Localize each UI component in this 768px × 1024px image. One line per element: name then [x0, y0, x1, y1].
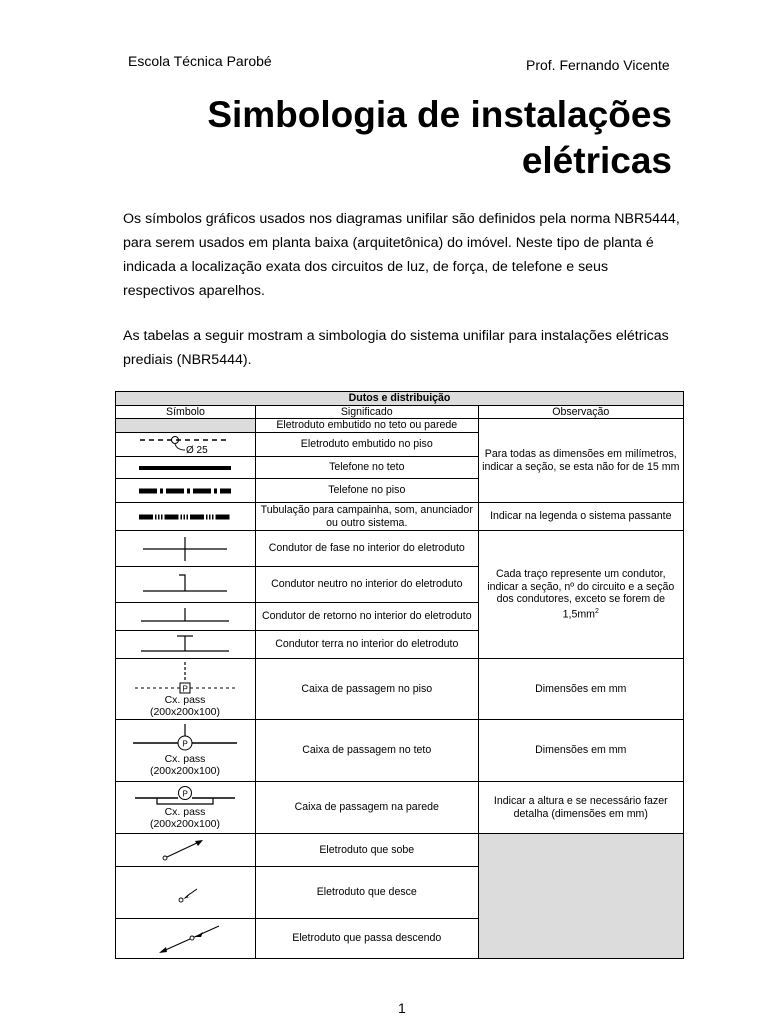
- dashed-ticks-line-symbol: [135, 512, 235, 522]
- note-cell-dimensions: Para todas as dimensões em milímetros, indicar a seção, se esta não for de 15 mm: [478, 419, 683, 503]
- symbol-cell: [116, 603, 256, 631]
- table-intro-paragraph: As tabelas a seguir mostram a simbologia do sistema unifilar para instalações elétricas prediais (NBR5444).: [123, 328, 669, 368]
- wall-box-label: Cx. pass: [165, 805, 206, 818]
- meaning-cell: Eletroduto embutido no piso: [255, 433, 478, 457]
- thick-dashed-line-symbol: [135, 486, 235, 496]
- meaning-cell: Telefone no piso: [255, 479, 478, 503]
- table-row: [116, 782, 684, 834]
- symbol-cell: [116, 433, 256, 457]
- conductors-note-text: Cada traço represente um condutor, indicar a seção, nº do circuito e a seção dos condutores, exceto se forem de 1,5mm: [487, 568, 675, 621]
- meaning-cell: Eletroduto que passa descendo: [255, 919, 478, 959]
- meaning-cell: Condutor de retorno no interior do eletroduto: [255, 603, 478, 631]
- symbol-cell: [116, 631, 256, 659]
- table-row: [116, 834, 684, 867]
- meaning-cell: Tubulação para campainha, som, anunciador ou outro sistema.: [255, 503, 478, 531]
- wall-box-symbol: [125, 783, 245, 833]
- note-cell-floor-box: Dimensões em mm: [478, 659, 683, 720]
- wall-box-letter: P: [182, 789, 189, 798]
- symbol-cell: [116, 782, 256, 834]
- school-name: Escola Técnica Parobé: [128, 53, 272, 69]
- meaning-cell: Condutor de fase no interior do eletroduto: [255, 531, 478, 567]
- meaning-cell: Caixa de passagem na parede: [255, 782, 478, 834]
- floor-box-label: Cx. pass: [165, 694, 206, 706]
- table-row: [116, 720, 684, 782]
- floor-box-dims: (200x200x100): [150, 706, 221, 718]
- page-number: 1: [398, 1000, 406, 1016]
- page-title: [207, 92, 672, 184]
- symbol-cell: [116, 919, 256, 959]
- symbol-cell: [116, 659, 256, 720]
- conduit-passing-down-symbol: [135, 922, 235, 956]
- note-cell-conductors: [478, 531, 683, 659]
- note-cell-legend: Indicar na legenda o sistema passante: [478, 503, 683, 531]
- meaning-cell: Condutor terra no interior do eletroduto: [255, 631, 478, 659]
- diameter-label: Ø 25: [186, 444, 209, 456]
- wall-box-dims: (200x200x100): [150, 817, 221, 830]
- note-cell-ceiling-box: Dimensões em mm: [478, 720, 683, 782]
- ground-conductor-symbol: [135, 633, 235, 657]
- meaning-cell: Caixa de passagem no piso: [255, 659, 478, 720]
- symbol-cell: [116, 720, 256, 782]
- conduit-down-symbol: [135, 878, 235, 908]
- table-row: [116, 531, 684, 567]
- table-caption: Dutos e distribuição: [116, 392, 684, 406]
- table-row: [116, 503, 684, 531]
- intro-paragraph: Os símbolos gráficos usados nos diagramas unifilar são definidos pela norma NBR5444, para serem usados em planta baixa (arquitetônica) do imóvel. Neste tipo de planta é indicada a localização exata dos circuitos de luz, de força, de telefone e seus respectivos aparelhos.: [123, 211, 680, 299]
- symbol-cell: [116, 567, 256, 603]
- meaning-cell: Telefone no teto: [255, 457, 478, 479]
- symbols-table: [115, 391, 684, 959]
- symbol-cell: [116, 867, 256, 919]
- ceiling-box-dims: (200x200x100): [150, 764, 221, 777]
- dashed-conduit-symbol: [135, 434, 235, 456]
- neutral-conductor-symbol: [135, 569, 235, 601]
- note-cell-wall-box: Indicar a altura e se necessário fazer detalha (dimensões em mm): [478, 782, 683, 834]
- ceiling-box-label: Cx. pass: [165, 752, 206, 765]
- table-row: [116, 659, 684, 720]
- ceiling-box-symbol: [125, 722, 245, 780]
- meaning-cell: Caixa de passagem no teto: [255, 720, 478, 782]
- floor-box-letter: P: [182, 684, 189, 694]
- table-row: [116, 419, 684, 433]
- conduit-up-symbol: [135, 835, 235, 865]
- symbol-cell: [116, 457, 256, 479]
- header-note: Observação: [478, 405, 683, 419]
- meaning-cell: Eletroduto embutido no teto ou parede: [255, 419, 478, 433]
- ceiling-box-letter: P: [182, 739, 189, 748]
- header-meaning: Significado: [255, 405, 478, 419]
- author-name: Prof. Fernando Vicente: [526, 57, 670, 73]
- meaning-cell: Eletroduto que desce: [255, 867, 478, 919]
- return-conductor-symbol: [135, 605, 235, 629]
- floor-box-symbol: [125, 660, 245, 718]
- meaning-cell: Condutor neutro no interior do eletroduto: [255, 567, 478, 603]
- symbol-cell-gray: [116, 419, 256, 433]
- symbol-cell: [116, 834, 256, 867]
- header-symbol: Símbolo: [116, 405, 256, 419]
- meaning-cell: Eletroduto que sobe: [255, 834, 478, 867]
- title-line-2: elétricas: [521, 140, 672, 181]
- thick-line-symbol: [135, 463, 235, 473]
- symbol-cell: [116, 531, 256, 567]
- title-line-1: Simbologia de instalações: [207, 94, 672, 135]
- note-cell-empty-gray: [478, 834, 683, 959]
- symbol-cell: [116, 503, 256, 531]
- symbol-cell: [116, 479, 256, 503]
- conductors-note-sup: 2: [595, 607, 599, 615]
- phase-conductor-symbol: [135, 533, 235, 565]
